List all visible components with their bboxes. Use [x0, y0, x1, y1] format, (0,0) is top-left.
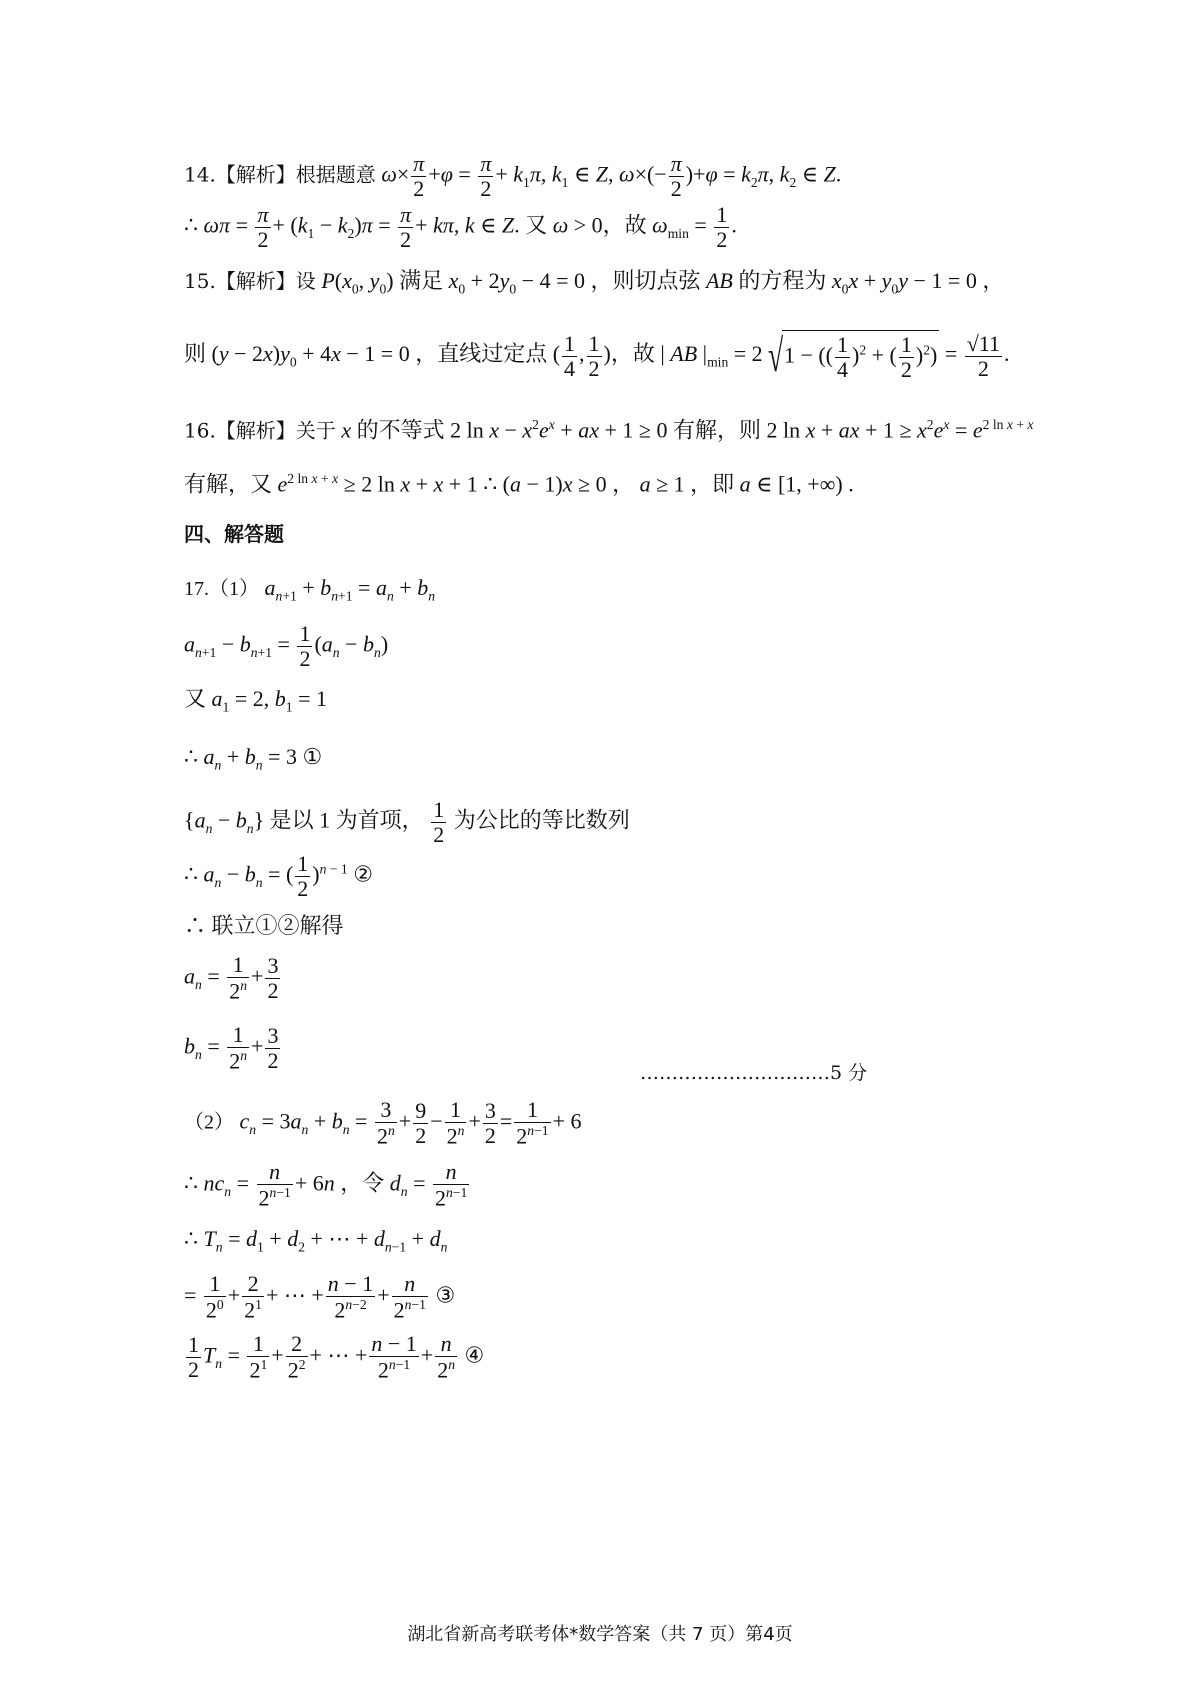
q15-line2: 则 $(y - 2x)y_0 + 4x - 1 = 0$ ，直线过定点 ( $\frac{1}{4}$ , $\frac{1}{2}$ )，故 | AB $|_{min} = 2$ √1 − (( $\frac{1}{4}$ )$^2$ + ( $\frac{1}{2}$ )$^2$) = $\frac{√11}{2}$ . — [184, 330, 1010, 383]
q17-part2-line4: = $\frac{1}{2^0}$ + $\frac{2}{2^1}$ + ⋯ + $\frac{n - 1}{2^{n-2}}$ + $\frac{n}{2^{n-1}}$ ③ — [184, 1271, 456, 1323]
score-mark: …………………………5 分 — [640, 1062, 868, 1084]
q16-label: 16.【解析】关于 — [184, 418, 336, 443]
q17-part2-label: （2） — [184, 1111, 234, 1134]
q14-line2: ∴ ωπ = $\frac{\pi}{2}$ + $(k_1 - k_2)\pi$ = $\frac{\pi}{2}$ + kπ, k ∈ Z. 又 ω > 0，故 $\omega_{min}$ = $\frac{1}{2}$ . — [184, 202, 737, 253]
q17-line7: ∴ 联立①②解得 — [184, 913, 344, 938]
q14-label: 14.【解析】根据题意 — [184, 162, 376, 187]
q17-ling-text: ，令 — [340, 1170, 385, 1196]
q17-line9: $b_n$ = $\frac{1}{2^n}$ + $\frac{3}{2}$ — [184, 1022, 279, 1074]
q17-line4: ∴ $a_n + b_n = 3$ ① — [184, 744, 323, 773]
q17-you-text: 又 — [184, 686, 207, 711]
q17-part2-line5: $\frac{1}{2}$ $T_n$ = $\frac{1}{2^1}$ + $\frac{2}{2^2}$ + ⋯ + $\frac{n - 1}{2^{n-1}}$ + $\frac{n}{2^n}$ ④ — [188, 1331, 485, 1383]
q15-label: 15.【解析】设 — [184, 269, 316, 293]
q17-gp-text2: 为公比的等比数列 — [453, 807, 630, 833]
q17-line6: ∴ $a_n - b_n$ = ( $\frac{1}{2}$ )$^{n - 1}$ ② — [184, 851, 373, 902]
section-title: 四、解答题 — [184, 522, 284, 546]
q17-line3: 又 $a_1 = 2$, $b_1 = 1$ — [184, 686, 327, 715]
q17-part2-line2: ∴ $nc_n$ = $\frac{n}{2^{n-1}}$ + 6n ，令 $d_n$ = $\frac{n}{2^{n-1}}$ — [184, 1159, 468, 1211]
q16-line2: 有解，又 $e^{2 ln x + x} \ge 2$ ln x + x + 1 ∴ (a − 1)x ≥ 0 ， a ≥ 1 ，即 a ∈ [1, +∞) . — [184, 471, 854, 497]
q17-line8: $a_n$ = $\frac{1}{2^n}$ + $\frac{3}{2}$ — [184, 952, 279, 1004]
q17-line2: $a_{n+1} - b_{n+1}$ = $\frac{1}{2}$ $(a_n - b_n)$ — [184, 621, 389, 672]
q17-part2-line3: ∴ $T_n = d_1 + d_2$ + ⋯ + $d_{n-1} + d_n$ — [184, 1226, 448, 1255]
q17-gp-text1: 是以 1 为首项， — [269, 807, 424, 833]
q17-line1: 17.（1） $a_{n+1} + b_{n+1} = a_n + b_n$ — [184, 575, 436, 604]
q17-line5: $\{a_n - b_n\}$ 是以 1 为首项， $\frac{1}{2}$ 为公比的等比数列 — [184, 797, 630, 848]
q16-line1: 16.【解析】关于 x 的不等式 2 $\ln x - x^2e^x$ + ax + 1 ≥ 0 有解，则 2 ln x + ax + $1 \ge x^2e^x = e^{2 ln x + x}$ — [184, 417, 1034, 443]
q17-label: 17.（1） — [184, 578, 259, 600]
page-footer: 湖北省新高考联考体*数学答案（共 7 页）第4页 — [407, 1624, 793, 1645]
q14-line1: 14.【解析】根据题意 ω× $\frac{\pi}{2}$ +φ = $\frac{\pi}{2}$ + $k_1\pi$, $k_1$ ∈ Z, ω×(− $\frac{\pi}{2}$ )$+\varphi = k_2\pi$, $k_2$ ∈ Z. — [184, 151, 842, 202]
q15-line1: 15.【解析】设 $P(x_0$, $y_0$) 满足 $x_0 + 2y_0 - 4 = 0$ ，则切点弦 AB 的方程为 $x_0x + y_0y - 1 = 0$ ， — [184, 268, 1005, 297]
q17-part2-line1: （2） $c_n = 3a_n + b_n$ = $\frac{3}{2^n}$ + $\frac{9}{2}$ − $\frac{1}{2^n}$ + $\frac{3}{2}$ = $\frac{1}{2^{n-1}}$ + 6 — [184, 1097, 582, 1149]
